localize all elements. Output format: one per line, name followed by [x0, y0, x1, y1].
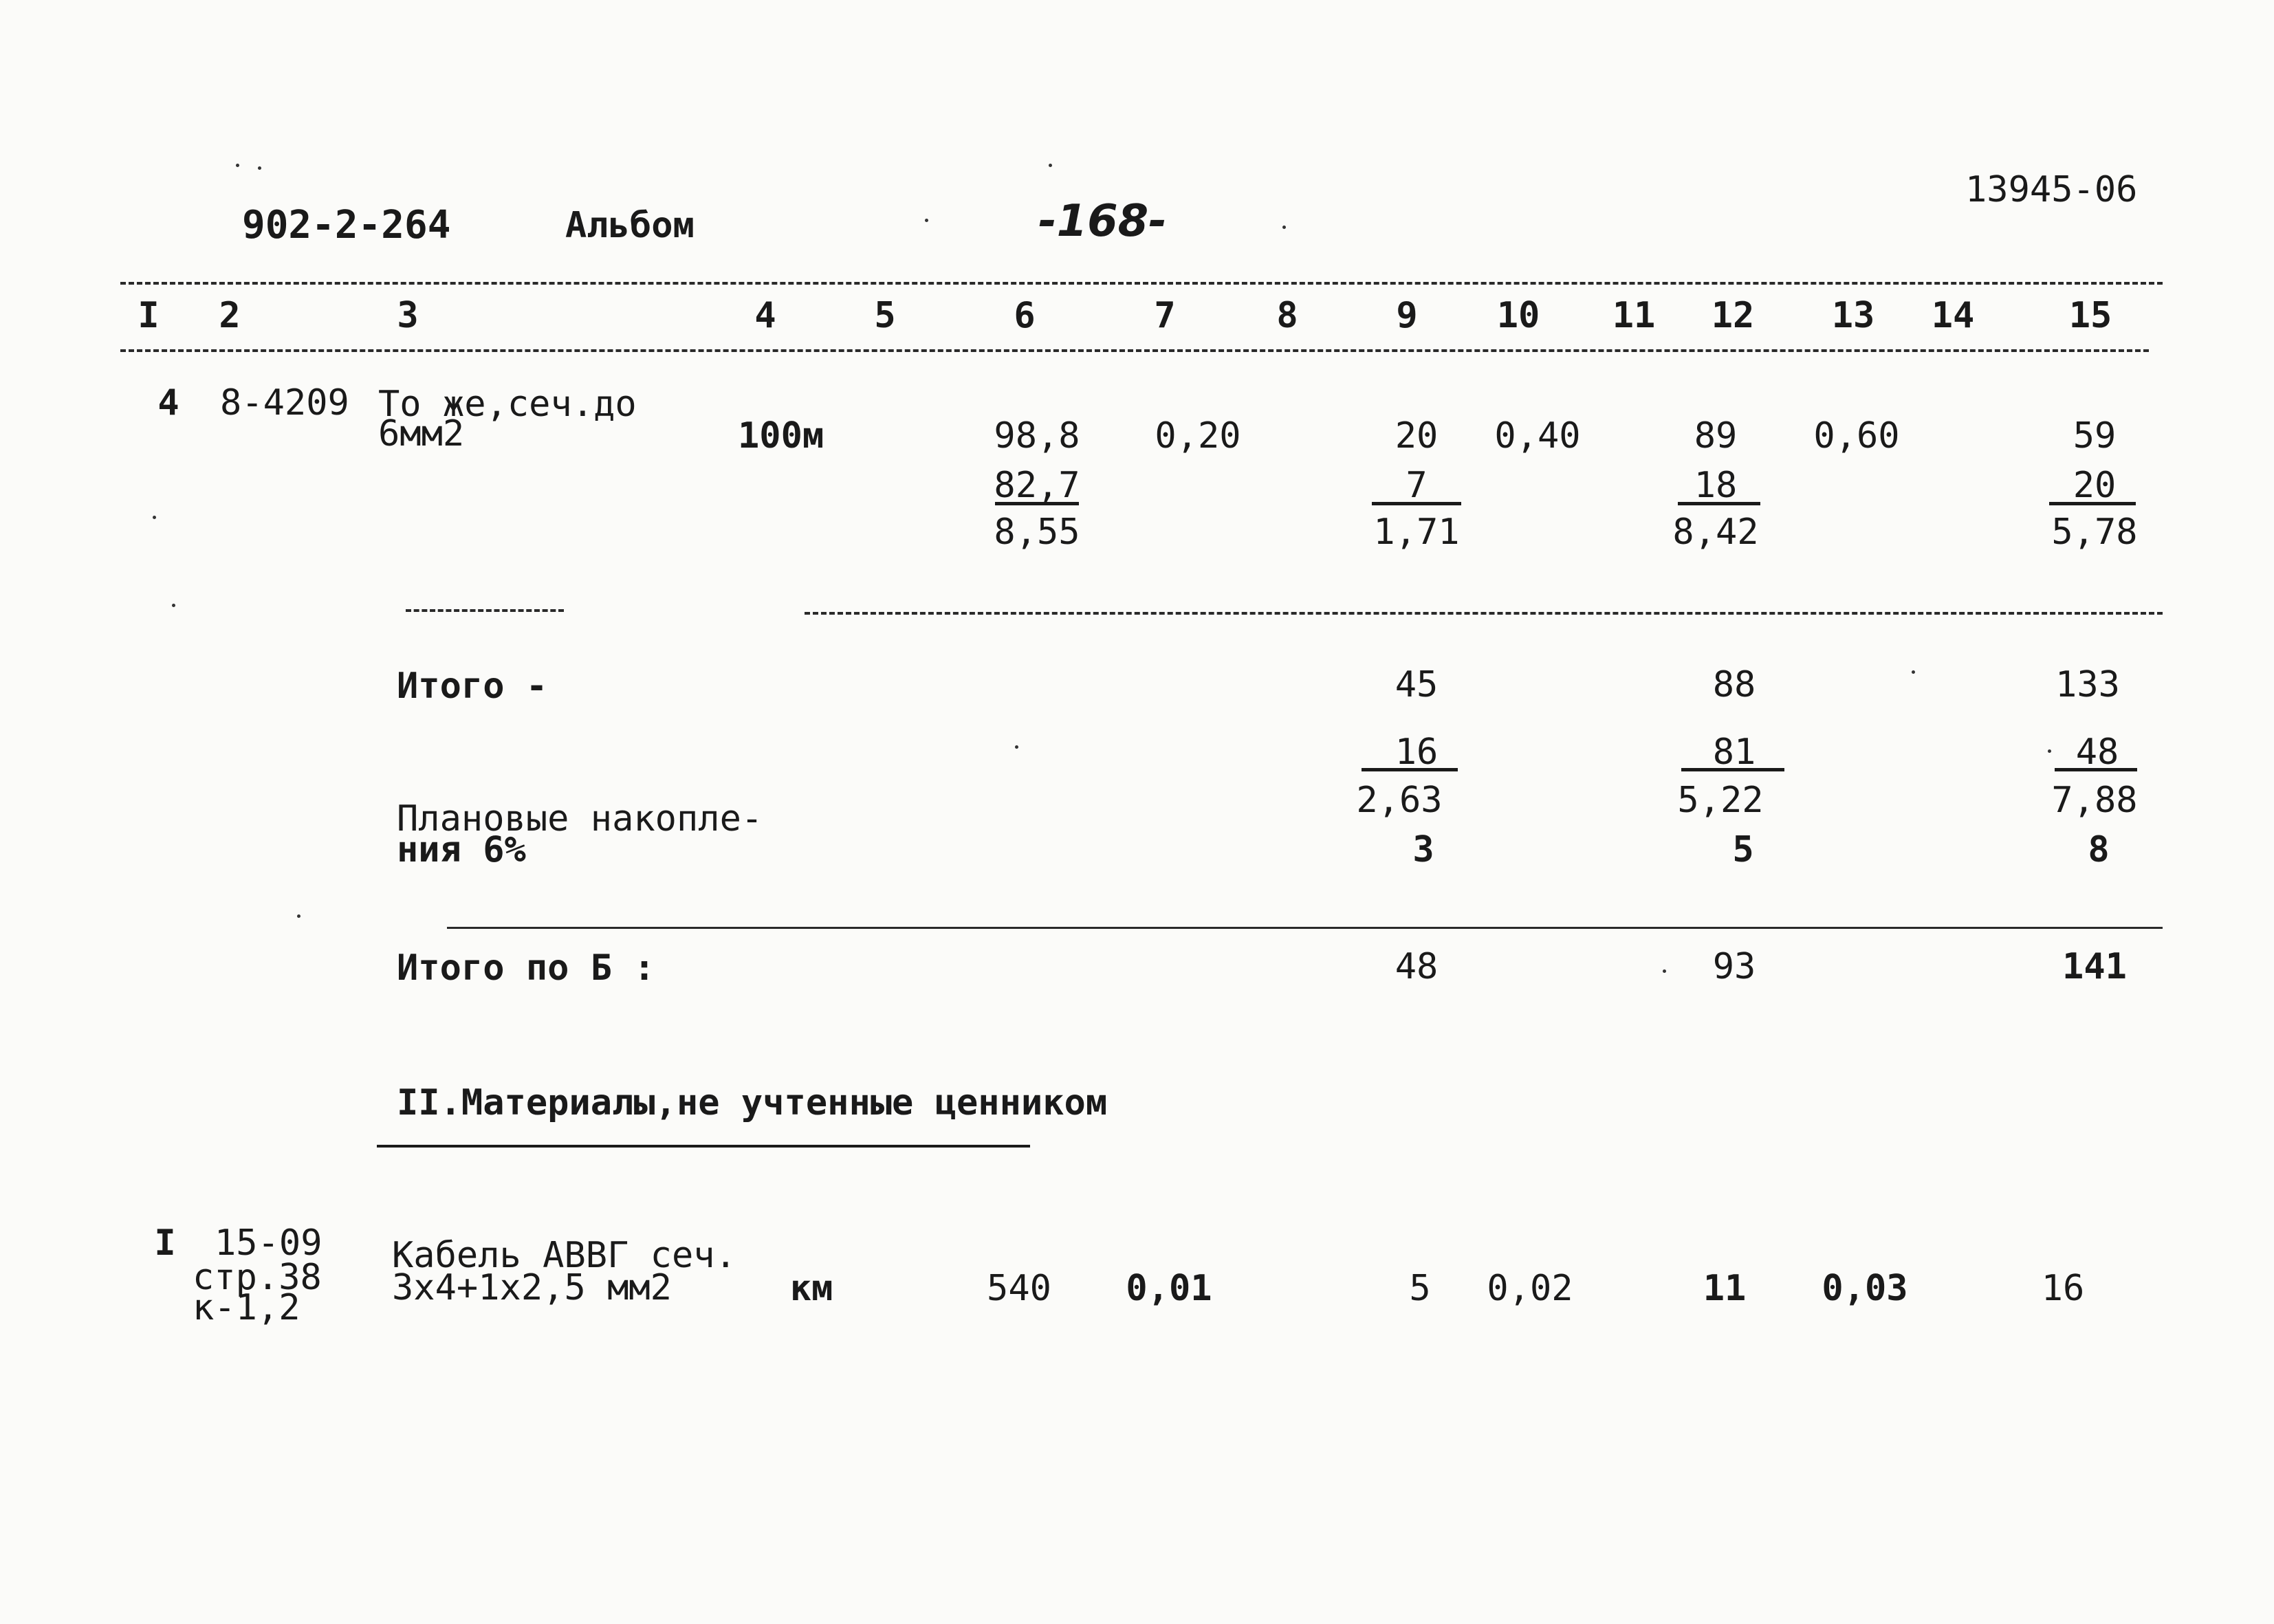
- item-description: 6мм2: [378, 413, 465, 454]
- norm-code: к-1,2: [193, 1287, 300, 1328]
- norm-code: 15-09: [215, 1222, 322, 1264]
- scan-speck: [1282, 226, 1286, 229]
- col-header: 13: [1831, 295, 1875, 336]
- page-number: -168-: [1038, 196, 1167, 247]
- cell-c9: 2,63: [1356, 780, 1443, 821]
- unit: 100м: [738, 415, 824, 457]
- col-header: 2: [219, 295, 241, 336]
- scan-speck: [1049, 164, 1052, 167]
- cell-c15: 7,88: [2051, 780, 2138, 821]
- scan-speck: [172, 604, 175, 607]
- separator-rule: [447, 927, 2163, 929]
- cell-c12: 81: [1712, 732, 1756, 773]
- cell-c9: 1,71: [1373, 512, 1460, 553]
- col-header: 14: [1931, 295, 1975, 336]
- header-rule-top: [120, 282, 2163, 285]
- col-header: 3: [397, 295, 419, 336]
- cell-c12: 18: [1694, 465, 1738, 506]
- scan-speck: [153, 516, 156, 519]
- scan-speck: [1663, 969, 1666, 973]
- cell-c6: 98,8: [994, 415, 1080, 457]
- doc-code: 902-2-264: [242, 203, 451, 248]
- section-title-underline: [377, 1145, 1030, 1148]
- cell-c9: 20: [1395, 415, 1439, 457]
- cell-c9: 16: [1395, 732, 1439, 773]
- cell-c13: 0,60: [1813, 415, 1900, 457]
- cell-c6: 540: [987, 1268, 1051, 1309]
- cell-c15: 20: [2073, 465, 2117, 506]
- row-number: 4: [157, 382, 179, 424]
- cell-underline: [995, 502, 1079, 505]
- scan-speck: [1015, 745, 1018, 749]
- cell-c9: 3: [1412, 829, 1434, 870]
- cell-c9: 5: [1409, 1268, 1431, 1309]
- cell-c9: 7: [1406, 465, 1428, 506]
- scan-speck: [297, 914, 300, 918]
- cell-c10: 0,40: [1494, 415, 1581, 457]
- cell-underline: [1372, 502, 1461, 505]
- scan-speck: [925, 219, 928, 222]
- col-header: 7: [1154, 295, 1176, 336]
- cell-c6: 82,7: [994, 465, 1080, 506]
- item-description: Кабель АВВГ сеч.: [392, 1235, 736, 1276]
- col-header: 4: [754, 295, 776, 336]
- cell-c12: 5,22: [1677, 780, 1764, 821]
- cell-underline: [2049, 502, 2136, 505]
- totals-label: Итого -: [397, 666, 548, 707]
- planned-label: ния 6%: [397, 829, 526, 870]
- norm-code: стр.38: [193, 1257, 322, 1298]
- row-number: I: [154, 1222, 176, 1264]
- col-header: 6: [1014, 295, 1036, 336]
- planned-label: Плановые накопле-: [397, 798, 763, 840]
- norm-code: 8-4209: [220, 382, 349, 424]
- cell-c12: 8,42: [1672, 512, 1759, 553]
- cell-c7: 0,01: [1126, 1268, 1212, 1309]
- item-description: 3х4+1х2,5 мм2: [392, 1267, 672, 1308]
- cell-c7: 0,20: [1155, 415, 1241, 457]
- col-header: 15: [2068, 295, 2112, 336]
- cell-underline: [1681, 768, 1784, 771]
- cell-c12: 11: [1703, 1268, 1747, 1309]
- total-b-label: Итого по Б :: [397, 947, 655, 989]
- section-title: II.Материалы,не учтенные ценником: [397, 1082, 1108, 1123]
- cell-underline: [1678, 502, 1760, 505]
- col-header: 11: [1612, 295, 1656, 336]
- album-label: Альбом: [565, 205, 695, 246]
- cell-c13: 0,03: [1822, 1268, 1908, 1309]
- header-rule-bottom: [120, 349, 2149, 352]
- cell-c6: 8,55: [994, 512, 1080, 553]
- col-header: 8: [1276, 295, 1298, 336]
- scan-speck: [236, 164, 239, 167]
- doc-id: 13945-06: [1965, 169, 2138, 210]
- col-header: 5: [874, 295, 896, 336]
- cell-c15: 16: [2041, 1268, 2085, 1309]
- cell-c15: 48: [2075, 732, 2119, 773]
- cell-underline: [1362, 768, 1458, 771]
- cell-underline: [2055, 768, 2137, 771]
- cell-c15: 141: [2062, 946, 2127, 987]
- item-description: То же,сеч.до: [378, 384, 637, 425]
- cell-c12: 5: [1732, 829, 1754, 870]
- cell-c15: 59: [2073, 415, 2117, 457]
- cell-c15: 8: [2088, 829, 2110, 870]
- separator-rule: [805, 612, 2163, 615]
- unit: км: [789, 1268, 833, 1309]
- cell-c12: 88: [1712, 664, 1756, 705]
- cell-c12: 89: [1694, 415, 1738, 457]
- col-header: 12: [1711, 295, 1755, 336]
- cell-c12: 93: [1712, 946, 1756, 987]
- scan-speck: [2048, 749, 2051, 753]
- cell-c15: 133: [2055, 664, 2120, 705]
- cell-c9: 48: [1395, 946, 1439, 987]
- col-header: 10: [1496, 295, 1540, 336]
- cell-c9: 45: [1395, 664, 1439, 705]
- scan-speck: [258, 166, 261, 170]
- separator-rule: [406, 609, 564, 612]
- cell-c10: 0,02: [1487, 1268, 1573, 1309]
- cell-c15: 5,78: [2051, 512, 2138, 553]
- col-header: I: [138, 295, 160, 336]
- scan-speck: [1912, 670, 1915, 674]
- col-header: 9: [1396, 295, 1418, 336]
